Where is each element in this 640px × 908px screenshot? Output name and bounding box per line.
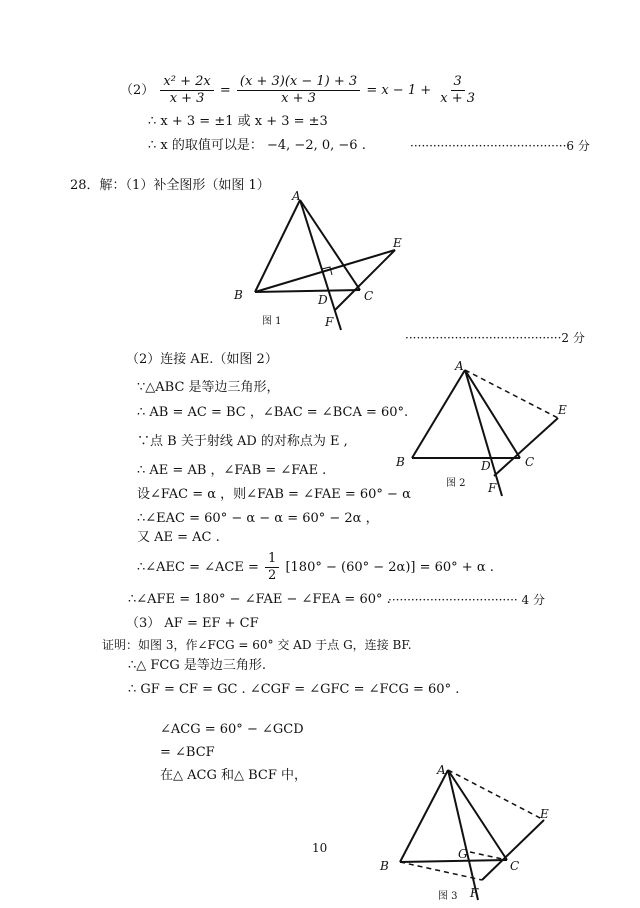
root-line-1: ∴ x + 3 = ±1 或 x + 3 = ±3: [148, 114, 328, 129]
fig1-label-e: E: [393, 236, 402, 250]
figure-3: [372, 760, 572, 904]
fig3-label-b: B: [380, 859, 389, 873]
fig2-label-f: F: [488, 481, 497, 495]
fig3-label-c: C: [510, 859, 520, 873]
proof-line-1: 证明：如图 3，作∠FCG = 60° 交 AD 于点 G，连接 BF.: [102, 638, 412, 652]
step3-title: （3） AF = EF + CF: [126, 616, 259, 631]
fig2-label-b: B: [396, 455, 405, 469]
fraction-1: [160, 74, 213, 107]
aec-suffix: [180° − (60° − 2α)] = 60° + α .: [285, 560, 494, 575]
proof-line-3: ∴ GF = CF = GC . ∠CGF = ∠GFC = ∠FCG = 60° .: [128, 682, 460, 697]
step2-line-7: 又 AE = AC .: [137, 530, 220, 545]
fig2-label-a: A: [455, 359, 464, 373]
part2-number: （2）: [120, 83, 155, 98]
step2-line-4: ∴ AE = AB ，∠FAB = ∠FAE .: [137, 463, 327, 478]
root-line-2: ∴ x 的取值可以是： −4, −2, 0, −6 .: [148, 138, 366, 153]
fraction-3-numerator: 3: [451, 74, 465, 91]
angle-line-2: = ∠BCF: [160, 745, 215, 760]
q28-header: 28．解：（1）补全图形（如图 1）: [70, 178, 270, 193]
fig2-label-e: E: [558, 403, 567, 417]
part2-equation: [120, 74, 480, 107]
aec-prefix: ∴∠AEC = ∠ACE =: [137, 560, 259, 575]
fraction-2-denominator: x + 3: [281, 91, 316, 106]
fig1-label-c: C: [364, 289, 374, 303]
fraction-1-denominator: x + 3: [169, 91, 205, 106]
fig1-label-d: D: [318, 293, 328, 307]
score-4: ·································· 4 分: [388, 593, 545, 607]
step2-line-5: 设∠FAC = α ，则∠FAB = ∠FAE = 60° − α: [137, 487, 411, 502]
fig3-caption: 图 3: [438, 891, 458, 902]
figure-2: [392, 358, 582, 508]
half-numerator: 1: [265, 551, 279, 568]
proof-line-2: ∴△ FCG 是等边三角形.: [128, 658, 267, 673]
score-6: ·········································6 分: [410, 139, 590, 153]
figure-1: [230, 190, 410, 340]
score-2: ·········································2 分: [405, 331, 585, 345]
fig1-label-b: B: [234, 288, 243, 302]
fraction-3-denominator: x + 3: [440, 91, 476, 106]
fig1-label-f: F: [325, 315, 334, 329]
step2-line-3: ∵点 B 关于射线 AD 的对称点为 E ,: [137, 434, 348, 449]
page-number: 10: [312, 841, 328, 855]
fig2-label-d: D: [481, 459, 491, 473]
equals-2: = x − 1 +: [366, 83, 432, 98]
fraction-2-numerator: (x + 3)(x − 1) + 3: [237, 74, 360, 91]
fig3-label-a: A: [437, 763, 446, 777]
step2-line-2: ∴ AB = AC = BC ，∠BAC = ∠BCA = 60°.: [137, 405, 409, 420]
half-denominator: 2: [268, 568, 277, 583]
equals-1: =: [219, 83, 231, 98]
fig2-label-c: C: [525, 455, 535, 469]
fraction-3: [437, 74, 478, 107]
aec-line: [137, 551, 494, 584]
step2-line-6: ∴∠EAC = 60° − α − α = 60° − 2α ，: [137, 511, 379, 526]
step2-title: （2）连接 AE.（如图 2）: [126, 352, 278, 367]
fig1-caption: 图 1: [262, 316, 282, 327]
fig2-caption: 图 2: [446, 478, 466, 489]
fig3-label-g: G: [458, 847, 468, 861]
step2-line-1: ∵△ABC 是等边三角形，: [137, 380, 280, 395]
fraction-1-numerator: x² + 2x: [160, 74, 213, 91]
half-fraction: [265, 551, 279, 584]
fraction-2: [237, 74, 360, 107]
fig1-label-a: A: [292, 190, 301, 203]
angle-line-1: ∠ACG = 60° − ∠GCD: [160, 722, 304, 737]
fig3-label-f: F: [470, 886, 479, 900]
angle-line-3: 在△ ACG 和△ BCF 中，: [160, 768, 308, 783]
afe-line: ∴∠AFE = 180° − ∠FAE − ∠FEA = 60° .: [128, 592, 391, 607]
fig3-label-e: E: [540, 807, 549, 821]
